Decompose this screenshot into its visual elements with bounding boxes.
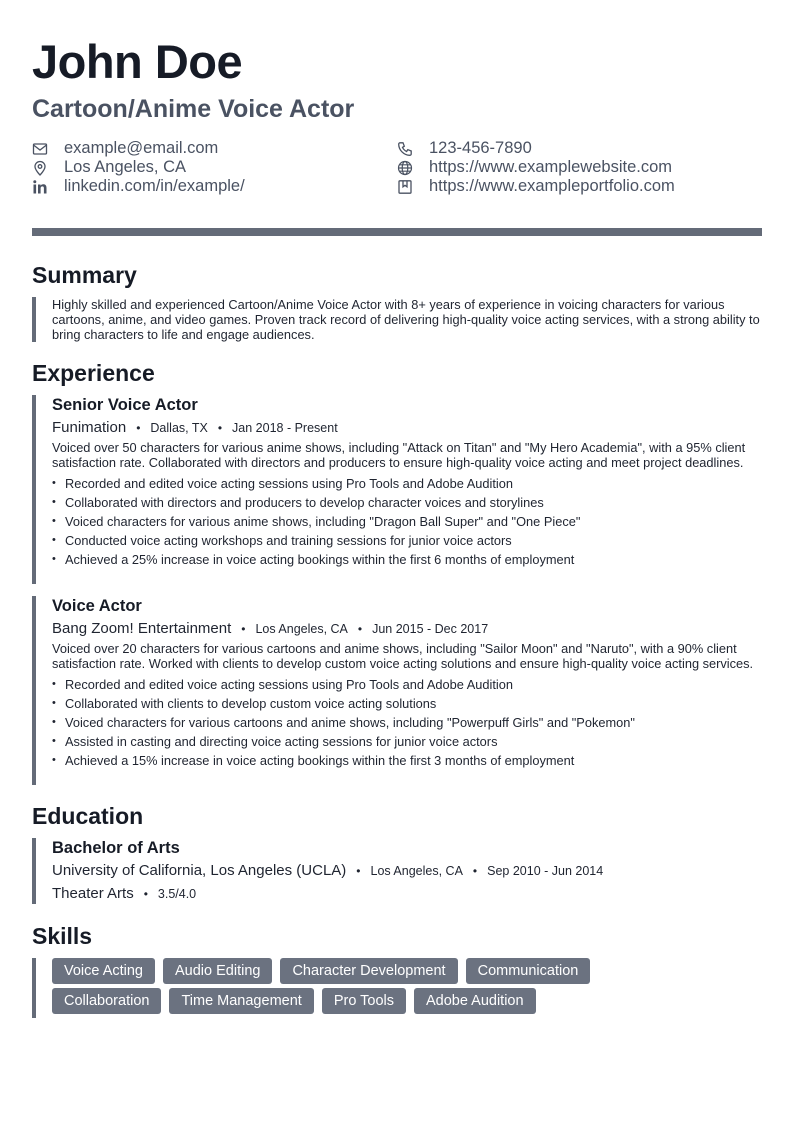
skill-chip: Character Development bbox=[280, 958, 457, 984]
skill-chip: Voice Acting bbox=[52, 958, 155, 984]
education-location: Los Angeles, CA bbox=[370, 864, 463, 878]
job-bullet: • Collaborated with directors and producers to develop character voices and storylines bbox=[52, 493, 762, 512]
job-dates: Jan 2018 - Present bbox=[232, 421, 338, 435]
job-bullet: • Conducted voice acting workshops and training sessions for junior voice actors bbox=[52, 531, 762, 550]
education-school: University of California, Los Angeles (UCLA) bbox=[52, 862, 347, 879]
job-bullet-list bbox=[52, 474, 762, 569]
linkedin-text[interactable]: linkedin.com/in/example/ bbox=[64, 177, 245, 195]
job-bullet: • Assisted in casting and directing voice acting sessions for junior voice actors bbox=[52, 732, 762, 751]
education-dates: Sep 2010 - Jun 2014 bbox=[487, 864, 604, 878]
location-text: Los Angeles, CA bbox=[64, 158, 186, 176]
job-role: Senior Voice Actor bbox=[52, 396, 198, 414]
job-bullet: • Voiced characters for various anime shows, including "Dragon Ball Super" and "One Piece" bbox=[52, 512, 762, 531]
phone-icon bbox=[397, 141, 413, 157]
separator-dot: • bbox=[472, 864, 478, 878]
contact-email[interactable] bbox=[32, 139, 245, 158]
location-pin-icon bbox=[32, 160, 48, 176]
education-meta bbox=[52, 860, 762, 882]
education-block bbox=[32, 838, 762, 904]
job-company: Bang Zoom! Entertainment bbox=[52, 620, 232, 637]
website-text[interactable]: https://www.examplewebsite.com bbox=[429, 158, 673, 176]
phone-text[interactable]: 123-456-7890 bbox=[429, 139, 532, 157]
job-bullet: • Recorded and edited voice acting sessions using Pro Tools and Adobe Audition bbox=[52, 675, 762, 694]
contact-phone[interactable] bbox=[397, 139, 675, 158]
education-degree: Bachelor of Arts bbox=[52, 839, 180, 857]
separator-dot: • bbox=[241, 622, 246, 636]
skill-chip: Audio Editing bbox=[163, 958, 272, 984]
linkedin-icon bbox=[32, 179, 48, 195]
portfolio-text[interactable]: https://www.exampleportfolio.com bbox=[429, 177, 675, 195]
contact-column-right bbox=[397, 139, 675, 196]
contact-linkedin[interactable] bbox=[32, 177, 245, 196]
education-heading: Education bbox=[32, 803, 144, 829]
job-bullet: • Achieved a 25% increase in voice acting bookings within the first 6 months of employment bbox=[52, 550, 762, 569]
globe-icon bbox=[397, 160, 413, 176]
contact-portfolio[interactable] bbox=[397, 177, 675, 196]
skills-heading: Skills bbox=[32, 923, 93, 949]
skills-list bbox=[52, 958, 692, 1014]
education-field-row bbox=[52, 883, 762, 905]
separator-dot: • bbox=[356, 864, 361, 878]
experience-job-2 bbox=[32, 596, 762, 785]
summary-block bbox=[32, 297, 762, 342]
job-bullet: • Voiced characters for various cartoons and anime shows, including "Powerpuff Girls" and "Pokemon" bbox=[52, 713, 762, 732]
job-role: Voice Actor bbox=[52, 597, 142, 615]
job-description: Voiced over 50 characters for various anime shows, including "Attack on Titan" and "My Hero Academia", with a 95% client satisfaction rate. Collaborated with directors and producers to ensure high-quality voice acting and meet project deadlines. bbox=[52, 440, 746, 470]
separator-dot: • bbox=[143, 887, 148, 901]
job-bullet: • Collaborated with clients to develop custom voice acting solutions bbox=[52, 694, 762, 713]
job-bullet: • Recorded and edited voice acting sessions using Pro Tools and Adobe Audition bbox=[52, 474, 762, 493]
job-bullet: • Achieved a 15% increase in voice acting bookings within the first 3 months of employment bbox=[52, 751, 762, 770]
education-field: Theater Arts bbox=[52, 885, 134, 902]
skill-chip: Time Management bbox=[169, 988, 313, 1014]
skill-chip: Collaboration bbox=[52, 988, 161, 1014]
experience-job-1 bbox=[32, 395, 762, 584]
job-company: Funimation bbox=[52, 419, 127, 436]
job-bullet-list bbox=[52, 675, 762, 770]
skill-chip: Pro Tools bbox=[322, 988, 406, 1014]
skill-chip: Adobe Audition bbox=[414, 988, 536, 1014]
job-title-headline: Cartoon/Anime Voice Actor bbox=[32, 95, 355, 123]
job-meta bbox=[52, 417, 762, 439]
experience-heading: Experience bbox=[32, 360, 155, 386]
education-gpa: 3.5/4.0 bbox=[157, 887, 197, 901]
mail-icon bbox=[32, 141, 48, 157]
skill-chip: Communication bbox=[466, 958, 591, 984]
separator-dot: • bbox=[217, 421, 223, 435]
summary-text: Highly skilled and experienced Cartoon/Anime Voice Actor with 8+ years of experience in voicing characters for various cartoons, anime, and video games. Proven track record of delivering high-quality voice acting services, with a strong ability to bring characters to life and engage audiences. bbox=[52, 297, 760, 342]
email-text[interactable]: example@email.com bbox=[64, 139, 219, 157]
separator-dot: • bbox=[136, 421, 141, 435]
header-divider bbox=[32, 228, 762, 236]
contact-website[interactable] bbox=[397, 158, 675, 177]
job-dates: Jun 2015 - Dec 2017 bbox=[372, 622, 489, 636]
contact-column-left bbox=[32, 139, 245, 196]
summary-heading: Summary bbox=[32, 262, 137, 288]
job-location: Los Angeles, CA bbox=[255, 622, 348, 636]
job-description: Voiced over 20 characters for various cartoons and anime shows, including "Sailor Moon" and "Naruto", with a 90% client satisfaction rate. Worked with clients to develop custom voice acting solutions and ensure high-quality voice acting services. bbox=[52, 641, 754, 671]
skills-block bbox=[32, 958, 762, 1018]
job-location: Dallas, TX bbox=[150, 421, 208, 435]
contact-location bbox=[32, 158, 245, 177]
job-meta bbox=[52, 618, 762, 640]
candidate-name: John Doe bbox=[32, 35, 243, 88]
separator-dot: • bbox=[357, 622, 363, 636]
portfolio-icon bbox=[397, 179, 413, 195]
